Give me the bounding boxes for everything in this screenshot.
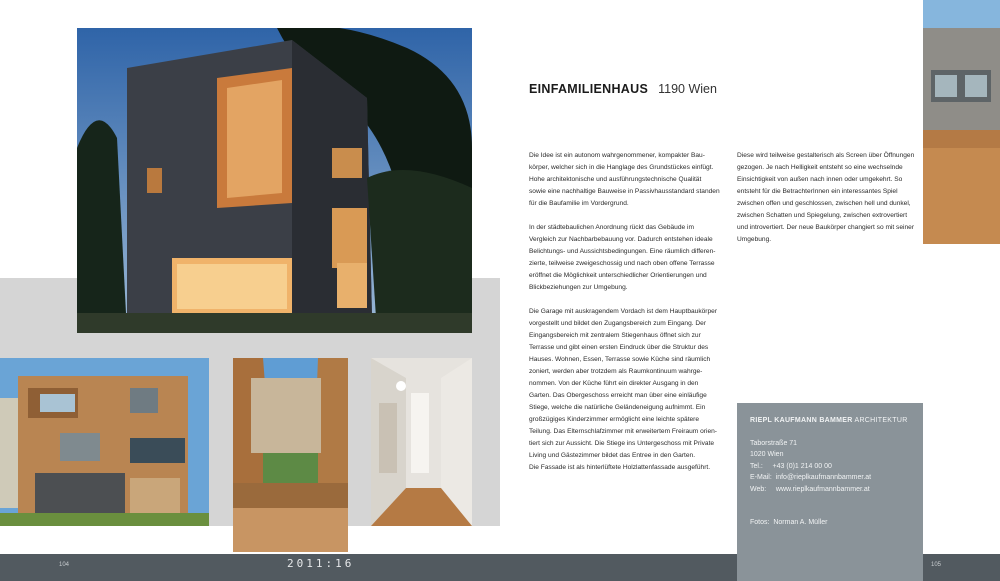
text-line: Garten. Das Obergeschoss erreicht man über eine einläufige <box>529 392 707 399</box>
text-line: tiert sich zur Aussicht. Die Stiege ins Untergeschoss mit Private <box>529 440 715 447</box>
firm-name: RIEPL KAUFMANN BAMMER <box>750 417 853 424</box>
text-line: großzügiges Kinderzimmer ermöglicht eine leichte spätere <box>529 416 700 423</box>
project-title: EINFAMILIENHAUS <box>529 82 649 96</box>
text-line: Die Garage mit auskragendem Vordach ist dem Hauptbaukörper <box>529 308 718 315</box>
address-city: 1020 Wien <box>750 451 784 459</box>
text-line: entsteht für die BetrachterInnen ein interessantes Spiel <box>737 188 898 195</box>
facade-detail-photo <box>923 0 1000 244</box>
interior-hallway-photo <box>371 358 472 526</box>
photo-credit: Fotos: Norman A. Müller <box>750 519 828 526</box>
text-line: körper, welcher sich in die Hanglage des Grundstückes einfügt. <box>529 164 714 171</box>
text-line: Hauses. Wohnen, Essen, Terrasse sowie Küche sind räumlich <box>529 356 711 363</box>
text-line: sowie eine nachhaltige Bauweise in Passivhausstandard standen <box>529 188 720 195</box>
text-line: zoniert, werden aber trotzdem als Raumkontinuum wahrge- <box>529 368 703 375</box>
text-line: Diese wird teilweise gestalterisch als Screen über Öffnungen <box>737 152 915 159</box>
paragraph <box>529 222 729 294</box>
text-line: zierte, teilweise zweigeschossig und nach oben offene Terrasse <box>529 260 715 267</box>
text-line: Vergleich zur Nachbarbebauung vor. Dadurch entstehen ideale <box>529 236 713 243</box>
text-line: Eingangsbereich mit zentralem Stiegenhaus öffnet sich zur <box>529 332 701 339</box>
text-line: Hohe architektonische und ausführungstechnische Qualität <box>529 176 702 183</box>
text-line: Teilung. Das Elternschlafzimmer mit erweitertem Freiraum orien- <box>529 428 717 435</box>
text-line: In der städtebaulichen Anordnung rückt das Gebäude im <box>529 224 694 231</box>
text-line: und introvertiert. Der neue Baukörper changiert so mit seiner <box>737 224 915 231</box>
paragraph <box>529 150 729 210</box>
paragraph <box>737 150 923 246</box>
architect-firm <box>750 417 908 424</box>
page-number-right: 105 <box>931 562 942 568</box>
text-line: zwischen offen und geschlossen, zwischen hell und dunkel, <box>737 200 911 207</box>
address-web: Web: www.rieplkaufmannbammer.at <box>750 485 870 493</box>
text-line: Living und Gästezimmer bildet das Entree in den Garten. <box>529 452 696 459</box>
main-photo-house-dusk <box>77 28 472 333</box>
text-line: Belichtungs- und Aussichtsbedingungen. Eine räumlich differen- <box>529 248 716 255</box>
text-line: Blickbeziehungen zur Umgebung. <box>529 284 628 291</box>
text-line: vorgestellt und bildet den Zugangsbereich zum Eingang. Der <box>529 320 707 327</box>
architect-address <box>750 438 871 495</box>
text-line: für die Baufamilie im Vordergrund. <box>529 200 629 207</box>
text-line: Die Idee ist ein autonom wahrgenommener, kompakter Bau- <box>529 152 705 159</box>
address-email: E-Mail: info@rieplkaufmannbammer.at <box>750 474 872 482</box>
project-location: 1190 Wien <box>658 82 717 96</box>
text-line: gezogen. Je nach Helligkeit entsteht so eine wechselnde <box>737 164 903 171</box>
paragraph <box>529 306 729 474</box>
text-line: Stiege, welche die natürliche Geländeneigung aufnimmt. Ein <box>529 404 706 411</box>
text-line: Umgebung. <box>737 236 772 243</box>
address-street: Taborstraße 71 <box>750 440 798 447</box>
text-line: zwischen Schatten und Spiegelung, zwischen extrovertiert <box>737 212 908 219</box>
address-tel: Tel.: +43 (0)1 214 00 00 <box>750 462 832 470</box>
terrace-photo <box>233 358 348 552</box>
facade-photo-day <box>0 358 209 526</box>
text-line: nommen. Von der Küche führt ein direkter Ausgang in den <box>529 380 699 387</box>
text-line: Die Fassade ist als hinterlüftete Holzlattenfassade ausgeführt. <box>529 464 711 471</box>
page-number-left: 104 <box>59 562 70 568</box>
firm-type: ARCHITEKTUR <box>854 417 908 424</box>
text-line: Terrasse und gibt einen ersten Eindruck über die Struktur des <box>529 344 709 351</box>
issue-label: 2011:16 <box>287 557 355 570</box>
architect-info-box <box>737 403 923 581</box>
text-column-right <box>737 150 923 258</box>
text-line: Einsichtigkeit von außen nach innen oder umgekehrt. So <box>737 176 903 183</box>
article-title <box>529 80 717 98</box>
text-column-left <box>529 150 729 486</box>
text-line: eröffnet die Möglichkeit unterschiedlicher Orientierungen und <box>529 272 707 279</box>
